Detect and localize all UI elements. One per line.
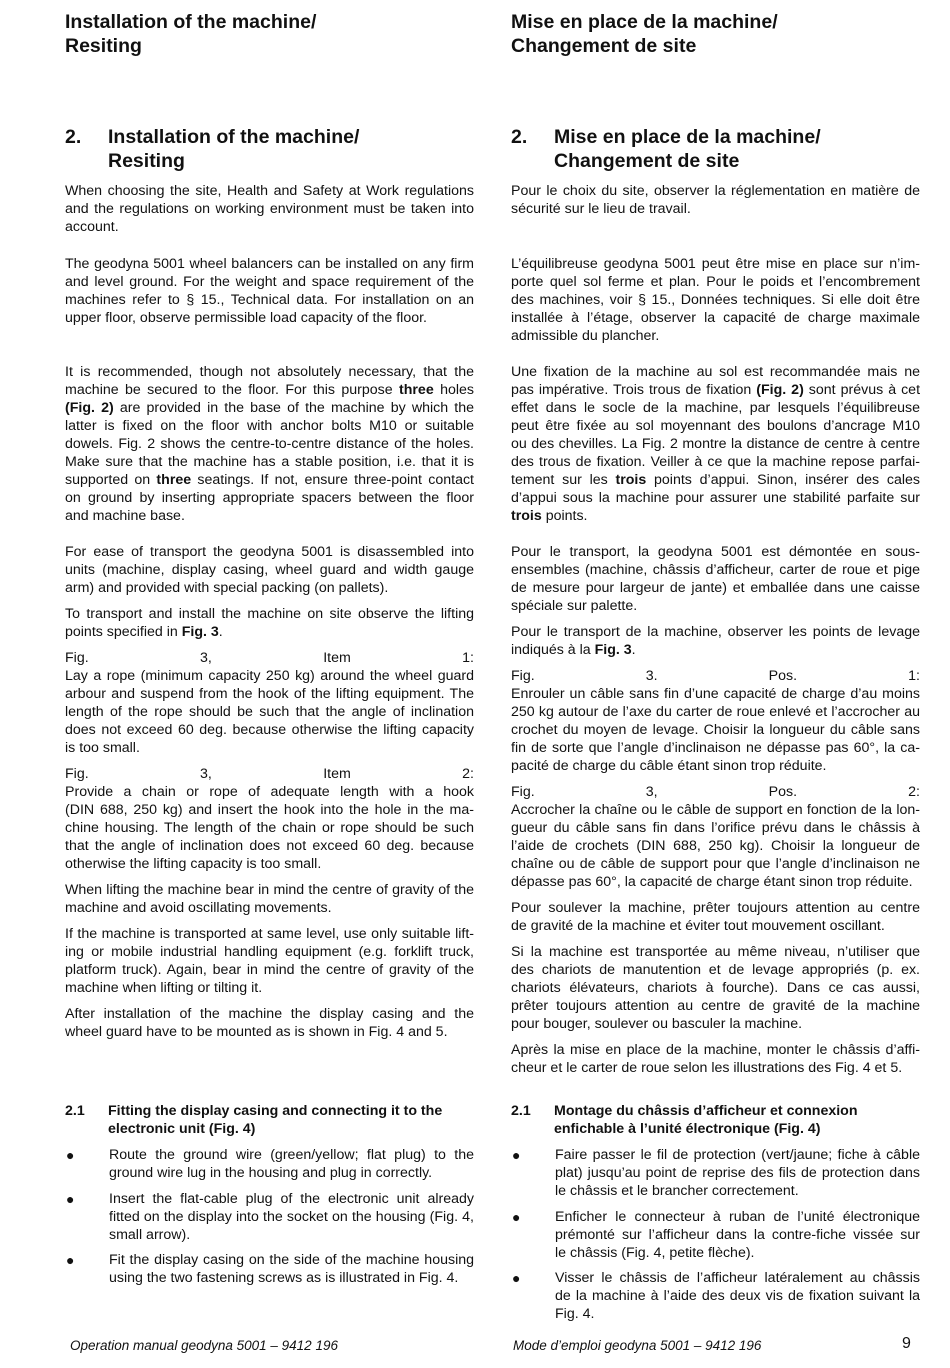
footer-right: Mode d’emploi geodyna 5001 – 9412 196 bbox=[513, 1338, 762, 1353]
text-line: machine when lifting or tilting it. bbox=[65, 980, 263, 996]
paragraph bbox=[511, 182, 920, 218]
subsection-title: Fitting the display casing and connecting it to the electronic unit (Fig. 4) bbox=[108, 1103, 443, 1137]
bullet-text bbox=[555, 1146, 920, 1200]
bullet-item bbox=[65, 1251, 474, 1287]
text-line: Fig. 3, Item 2: bbox=[65, 766, 474, 782]
text-line: on ground by inserting appropriate spacers between the floor bbox=[65, 490, 474, 506]
text-line: account. bbox=[65, 219, 119, 235]
text-line: wheel guard have to be mounted as is shown in Fig. 4 and 5. bbox=[65, 1024, 448, 1040]
text-line: To transport and install the machine on site observe the lifting bbox=[65, 606, 474, 622]
text-line: arbour and suspend from the hook of the lifting equipment. The bbox=[65, 686, 474, 702]
footer-left: Operation manual geodyna 5001 – 9412 196 bbox=[70, 1338, 338, 1353]
text-line: porte quel sol ferme et plan. Pour le poids et l’encombrement bbox=[511, 274, 920, 290]
text-line: Fig. 3, Item 1: bbox=[65, 650, 474, 666]
text-line: ou des chevilles. La Fig. 2 montre la distance de centre à centre bbox=[511, 436, 920, 452]
text-line: le châssis (Fig. 4, petite flèche). bbox=[555, 1245, 755, 1261]
text-line: Fig. 4. bbox=[555, 1306, 595, 1322]
text-line: Visser le châssis de l’afficheur latéralement au châssis bbox=[555, 1270, 920, 1286]
text-line: crochet du moyen de levage. Choisir la longueur du câble sans bbox=[511, 722, 920, 738]
text-line: and machine base. bbox=[65, 508, 185, 524]
text-line: that the angle of inclination does not exceed 60 deg. because bbox=[65, 838, 474, 854]
text-line: effet dans le socle de la machine, par lesquels l’équilibreuse bbox=[511, 400, 920, 416]
text-line: fitted on the display into the socket on the housing (Fig. 4, bbox=[109, 1209, 474, 1225]
text-line: peut être fixée au sol moyennant des boulons d’ancrage M10 bbox=[511, 418, 920, 434]
text-line: dowels. Fig. 2 shows the centre-to-centre distance of the holes. bbox=[65, 436, 474, 452]
text-line: de mesure pour largeur de jante) et emballée dans une caisse bbox=[511, 580, 920, 596]
text-line: otherwise the lifting capacity is too small. bbox=[65, 856, 322, 872]
text-line: supported on three seatings. If not, ensure three-point contact bbox=[65, 472, 474, 488]
text-line: ensembles (machine, châssis d’afficheur, carter de roue et pige bbox=[511, 562, 920, 578]
text-line: des trous de fixation. Veiller à ce que la machine repose parfai- bbox=[511, 454, 920, 470]
bullet-text bbox=[555, 1269, 920, 1323]
text-line: machine and avoid oscillating movements. bbox=[65, 900, 332, 916]
text-line: latter is fixed on the floor with anchor bolts M10 or suitable bbox=[65, 418, 474, 434]
text-line: pour bouger, soulever ou basculer la machine. bbox=[511, 1016, 803, 1032]
subsection-number: 2.1 bbox=[65, 1103, 85, 1119]
bullet-icon: ● bbox=[66, 1252, 75, 1268]
text-line: Pour le choix du site, observer la réglementation en matière de bbox=[511, 183, 920, 199]
bullet-item bbox=[65, 1146, 474, 1182]
text-line: Faire passer le fil de protection (vert/jaune; fiche à câble bbox=[555, 1147, 920, 1163]
bullet-item bbox=[65, 1190, 474, 1244]
paragraph bbox=[511, 543, 920, 615]
running-head: Mise en place de la machine/ Changement de site bbox=[511, 11, 778, 57]
text-line: chariots élévateurs, chariots à fourche). Dans ce cas aussi, bbox=[511, 980, 920, 996]
subsection-number: 2.1 bbox=[511, 1103, 531, 1119]
text-line: For ease of transport the geodyna 5001 is disassembled into bbox=[65, 544, 474, 560]
paragraph bbox=[65, 649, 474, 757]
section-heading bbox=[511, 125, 821, 173]
text-line: des chariots de manutention et de levage appropriés (p. ex. bbox=[511, 962, 920, 978]
paragraph bbox=[511, 899, 920, 935]
text-line: Pour le transport, la geodyna 5001 est démontée en sous- bbox=[511, 544, 920, 560]
bullet-item bbox=[511, 1208, 920, 1262]
text-line: Si la machine est transportée au même niveau, n’utiliser que bbox=[511, 944, 920, 960]
text-line: After installation of the machine the display casing and the bbox=[65, 1006, 474, 1022]
text-line: points specified in Fig. 3. bbox=[65, 624, 223, 640]
paragraph bbox=[511, 943, 920, 1033]
bullet-icon: ● bbox=[512, 1209, 521, 1225]
text-line: d’appui sous la machine pour assurer une stabilité parfaite sur bbox=[511, 490, 920, 506]
section-title: Mise en place de la machine/ Changement de site bbox=[554, 126, 821, 172]
paragraph bbox=[511, 623, 920, 659]
text-line: spéciale sur palette. bbox=[511, 598, 638, 614]
section-title: Installation of the machine/ Resiting bbox=[108, 126, 360, 172]
text-line: pacité de charge du câble étant sinon trop réduite. bbox=[511, 758, 827, 774]
text-line: plat) jusqu’au point de reprise des fils de protection dans bbox=[555, 1165, 920, 1181]
paragraph bbox=[65, 605, 474, 641]
bullet-text bbox=[109, 1251, 474, 1287]
text-line: The geodyna 5001 wheel balancers can be installed on any firm bbox=[65, 256, 474, 272]
text-line: using the two fastening screws as is illustrated in Fig. 4. bbox=[109, 1270, 459, 1286]
text-line: de la machine à l’aide des deux vis de fixation suivant la bbox=[555, 1288, 920, 1304]
text-line: machines refer to § 15., Technical data. For installation on an bbox=[65, 292, 474, 308]
text-line: When lifting the machine bear in mind the centre of gravity of the bbox=[65, 882, 474, 898]
text-line: Lay a rope (minimum capacity 250 kg) around the wheel guard bbox=[65, 668, 474, 684]
text-line: 250 kg autour de l’axe du carter de roue enlevé et l’accrocher au bbox=[511, 704, 920, 720]
text-line: length of the rope should be such that the angle of inclination bbox=[65, 704, 474, 720]
text-line: Après la mise en place de la machine, monter le châssis d’affi- bbox=[511, 1042, 920, 1058]
text-line: units (machine, display casing, wheel guard and width gauge bbox=[65, 562, 474, 578]
text-line: l’aide de crochets (DIN 688, 250 kg). Choisir la longueur de bbox=[511, 838, 920, 854]
text-line: de gravité de la machine et éviter tout mouvement oscillant. bbox=[511, 918, 885, 934]
text-line: ing or mobile industrial handling equipment (e.g. forklift truck, bbox=[65, 944, 474, 960]
paragraph bbox=[511, 667, 920, 775]
bullet-icon: ● bbox=[66, 1191, 75, 1207]
text-line: arm) and provided with special packing (on pallets). bbox=[65, 580, 389, 596]
bullet-text bbox=[555, 1208, 920, 1262]
text-line: Enrouler un câble sans fin d’une capacité de charge d’au moins bbox=[511, 686, 920, 702]
text-line: pas impérative. Trois trous de fixation (Fig. 2) sont prévus à cet bbox=[511, 382, 921, 398]
text-line: des machines, voir § 15., Données techniques. Si elle doit être bbox=[511, 292, 920, 308]
paragraph bbox=[65, 255, 474, 327]
paragraph bbox=[511, 363, 920, 525]
section-number: 2. bbox=[511, 126, 528, 148]
text-line: and level ground. For the weight and space requirement of the bbox=[65, 274, 474, 290]
text-line: Une fixation de la machine au sol est recommandée mais ne bbox=[511, 364, 920, 380]
subsection-heading bbox=[511, 1102, 920, 1138]
paragraph bbox=[65, 925, 474, 997]
text-line: cheur et le carter de roue selon les illustrations des Fig. 4 et 5. bbox=[511, 1060, 903, 1076]
text-line: machine be secured to the floor. For this purpose three holes bbox=[65, 382, 474, 398]
text-line: chaîne ou de câble de support pour que l’angle d’inclinaison ne bbox=[511, 856, 920, 872]
text-line: Enficher le connecteur à ruban de l’unité électronique bbox=[555, 1209, 920, 1225]
text-line: Provide a chain or rope of adequate length with a hook bbox=[65, 784, 474, 800]
text-line: prêter toujours attention au centre de gravité de la machine bbox=[511, 998, 920, 1014]
text-line: When choosing the site, Health and Safety at Work regulations bbox=[65, 183, 474, 199]
text-line: dépasse pas 60°, la capacité de charge étant sinon trop réduite. bbox=[511, 874, 913, 890]
text-line: (Fig. 2) are provided in the base of the machine by which the bbox=[65, 400, 475, 416]
bullet-text bbox=[109, 1190, 474, 1244]
text-line: If the machine is transported at same level, use only suitable lift- bbox=[65, 926, 474, 942]
text-line: sécurité sur le lieu de travail. bbox=[511, 201, 691, 217]
subsection-title: Montage du châssis d’afficheur et connexion enfichable à l’unité électronique (Fig. 4) bbox=[554, 1103, 858, 1137]
text-line: It is recommended, though not absolutely necessary, that the bbox=[65, 364, 474, 380]
paragraph bbox=[65, 182, 474, 236]
text-line: fin de sorte que l’angle d’inclinaison ne dépasse pas 60°, la ca- bbox=[511, 740, 920, 756]
page-number: 9 bbox=[902, 1335, 911, 1352]
bullet-item bbox=[511, 1146, 920, 1200]
text-line: (DIN 688, 250 kg) and insert the hook into the hole in the ma- bbox=[65, 802, 474, 818]
text-line: indiqués à la Fig. 3. bbox=[511, 642, 636, 658]
text-line: is too small. bbox=[65, 740, 140, 756]
text-line: Fig. 3. Pos. 1: bbox=[511, 668, 920, 684]
text-line: le châssis et le brancher correctement. bbox=[555, 1183, 799, 1199]
text-line: Pour soulever la machine, prêter toujours attention au centre bbox=[511, 900, 920, 916]
paragraph bbox=[65, 765, 474, 873]
text-line: Insert the flat-cable plug of the electronic unit already bbox=[109, 1191, 474, 1207]
text-line: prémonté sur l’afficheur dans la contre-fiche vissée sur bbox=[555, 1227, 920, 1243]
running-head: Installation of the machine/ Resiting bbox=[65, 11, 317, 57]
text-line: does not exceed 60 deg. because otherwise the lifting capacity bbox=[65, 722, 474, 738]
text-line: trois points. bbox=[511, 508, 588, 524]
paragraph bbox=[65, 881, 474, 917]
text-line: admissible du plancher. bbox=[511, 328, 660, 344]
bullet-item bbox=[511, 1269, 920, 1323]
text-line: tement sur les trois points d’appui. Sinon, insérer des cales bbox=[511, 472, 920, 488]
section-number: 2. bbox=[65, 126, 82, 148]
text-line: L’équilibreuse geodyna 5001 peut être mise en place sur n’im- bbox=[511, 256, 920, 272]
text-line: Fit the display casing on the side of the machine housing bbox=[109, 1252, 474, 1268]
text-line: Make sure that the machine has a stable position, i.e. that it is bbox=[65, 454, 474, 470]
text-line: Accrocher la chaîne ou le câble de support en fonction de la lon- bbox=[511, 802, 920, 818]
text-line: small arrow). bbox=[109, 1227, 191, 1243]
paragraph bbox=[511, 783, 920, 891]
bullet-text bbox=[109, 1146, 474, 1182]
text-line: gueur du câble sans fin dans l’orifice prévu dans le châssis à bbox=[511, 820, 920, 836]
paragraph bbox=[65, 363, 474, 525]
text-line: Route the ground wire (green/yellow; flat plug) to the bbox=[109, 1147, 474, 1163]
paragraph bbox=[511, 1041, 920, 1077]
paragraph bbox=[65, 1005, 474, 1041]
text-line: upper floor, observe permissible load capacity of the floor. bbox=[65, 310, 427, 326]
subsection-heading bbox=[65, 1102, 474, 1138]
paragraph bbox=[65, 543, 474, 597]
text-line: Fig. 3, Pos. 2: bbox=[511, 784, 920, 800]
text-line: chine housing. The length of the chain or rope should be such bbox=[65, 820, 474, 836]
paragraph bbox=[511, 255, 920, 345]
bullet-icon: ● bbox=[512, 1147, 521, 1163]
bullet-icon: ● bbox=[66, 1147, 75, 1163]
text-line: platform truck). Again, bear in mind the centre of gravity of the bbox=[65, 962, 474, 978]
text-line: Pour le transport de la machine, observer les points de levage bbox=[511, 624, 920, 640]
bullet-icon: ● bbox=[512, 1270, 521, 1286]
text-line: and the regulations on working environment must be taken into bbox=[65, 201, 474, 217]
text-line: ground wire lug in the housing and plug in correctly. bbox=[109, 1165, 433, 1181]
text-line: installée à l’étage, observer la capacité de charge maximale bbox=[511, 310, 920, 326]
section-heading bbox=[65, 125, 359, 173]
